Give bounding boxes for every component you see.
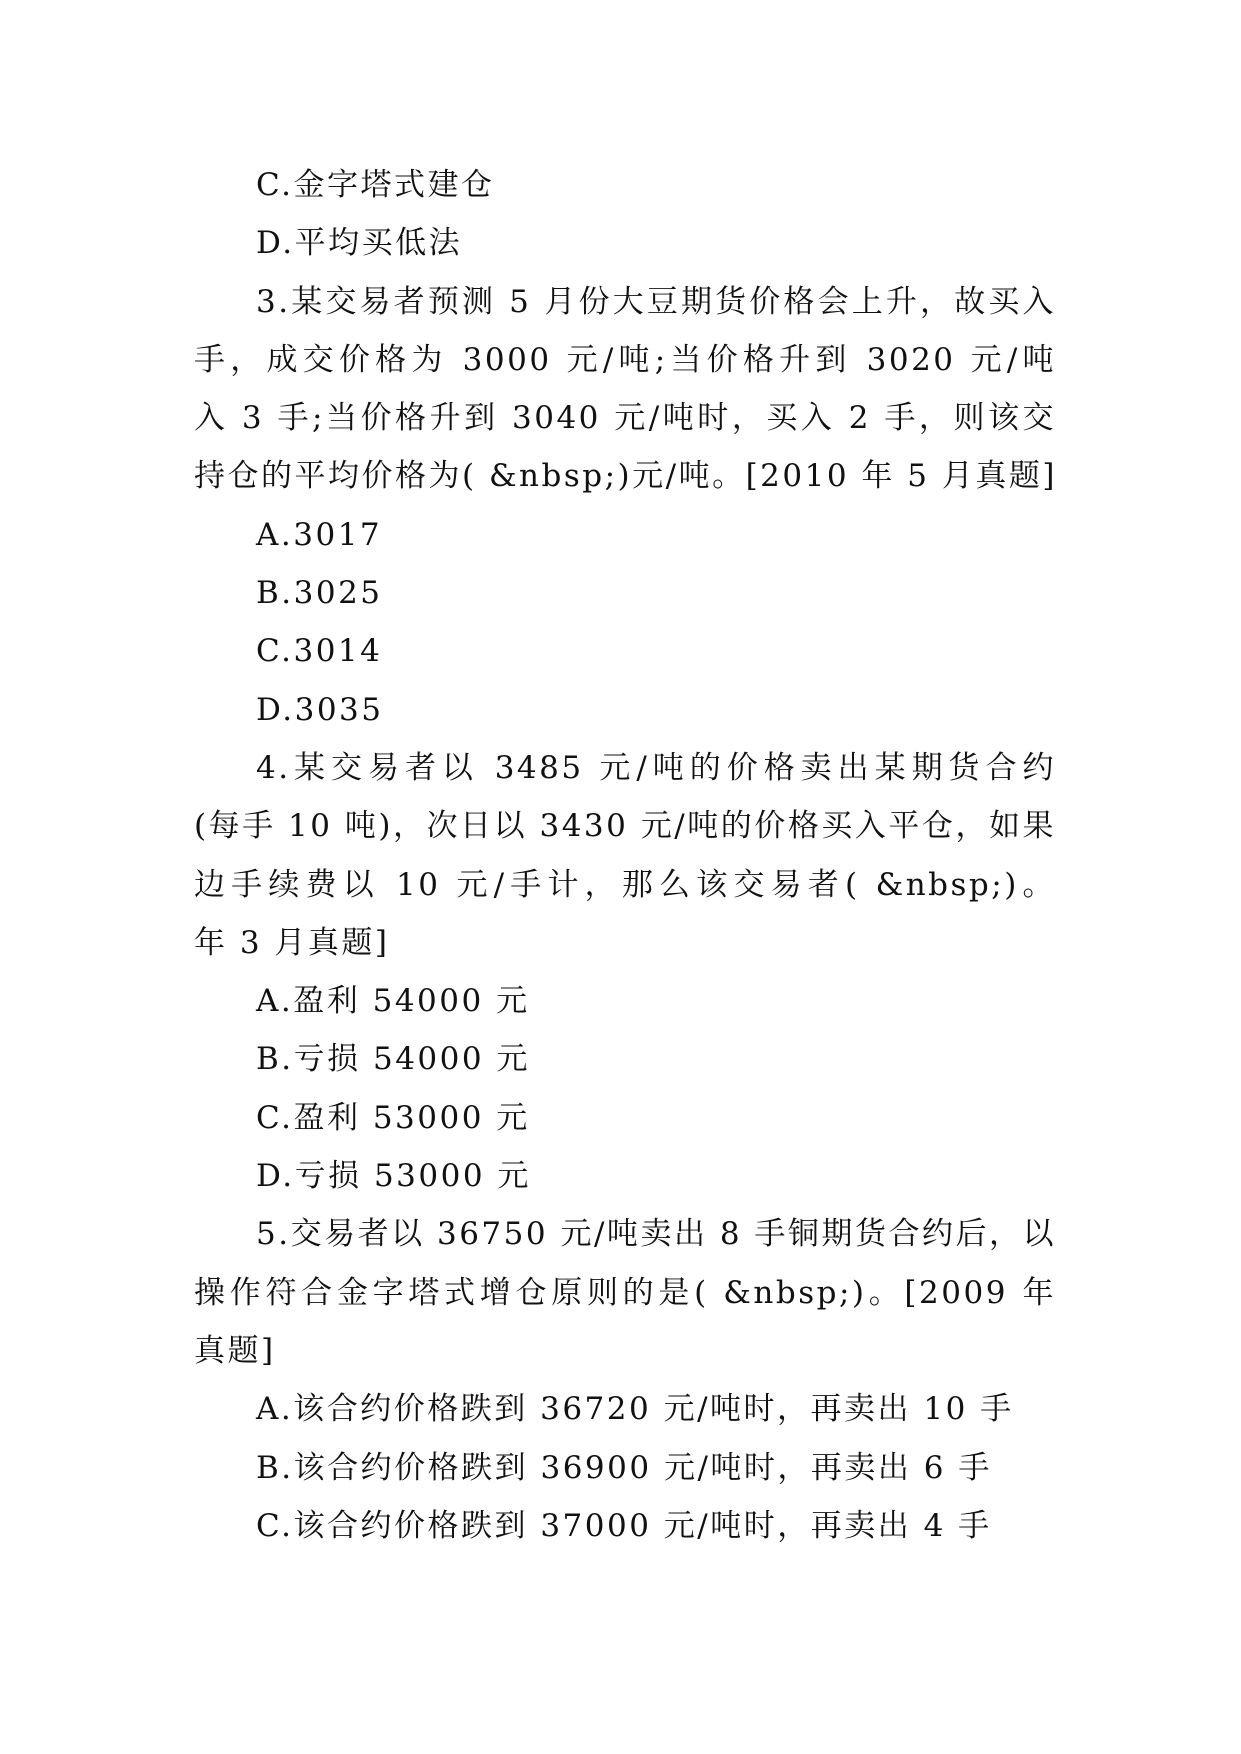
question-3-line-4: 持仓的平均价格为( &nbsp;)元/吨。[2010 年 5 月真题] <box>194 458 1057 495</box>
option-a-q5: A.该合约价格跌到 36720 元/吨时，再卖出 10 手 <box>256 1391 1014 1428</box>
option-d-q3: D.3035 <box>256 691 384 728</box>
option-b-q5: B.该合约价格跌到 36900 元/吨时，再卖出 6 手 <box>256 1449 992 1486</box>
question-4-line-2: (每手 10 吨)，次日以 3430 元/吨的价格买入平仓，如果 <box>194 808 1056 845</box>
document-body <box>194 156 1056 1555</box>
question-3-line-3: 入 3 手;当价格升到 3040 元/吨时，买入 2 手，则该交 <box>194 400 1056 437</box>
question-4-line-3: 边手续费以 10 元/手计，那么该交易者( &nbsp;)。 <box>194 866 1056 903</box>
question-5-line-3: 真题] <box>194 1332 276 1369</box>
option-b-q4: B.亏损 54000 元 <box>256 1041 530 1078</box>
option-c-q2: C.金字塔式建仓 <box>256 167 495 203</box>
option-d-q4: D.亏损 53000 元 <box>256 1158 531 1195</box>
option-c-q5: C.该合约价格跌到 37000 元/吨时，再卖出 4 手 <box>256 1507 992 1544</box>
question-5-line-1: 5.交易者以 36750 元/吨卖出 8 手铜期货合约后，以 <box>256 1216 1056 1253</box>
question-3-line-1: 3.某交易者预测 5 月份大豆期货价格会上升，故买入 <box>256 283 1056 320</box>
option-a-q3: A.3017 <box>256 516 383 553</box>
option-c-q3: C.3014 <box>256 633 383 670</box>
question-3-line-2: 手，成交价格为 3000 元/吨;当价格升到 3020 元/吨 <box>194 341 1056 378</box>
question-4-line-1: 4.某交易者以 3485 元/吨的价格卖出某期货合约 <box>256 749 1056 786</box>
option-d-q2: D.平均买低法 <box>256 225 463 262</box>
option-b-q3: B.3025 <box>256 575 383 612</box>
question-4-line-4: 年 3 月真题] <box>194 924 390 961</box>
option-c-q4: C.盈利 53000 元 <box>256 1099 530 1136</box>
question-5-line-2: 操作符合金字塔式增仓原则的是( &nbsp;)。[2009 年 <box>194 1274 1056 1311</box>
option-a-q4: A.盈利 54000 元 <box>256 983 530 1020</box>
